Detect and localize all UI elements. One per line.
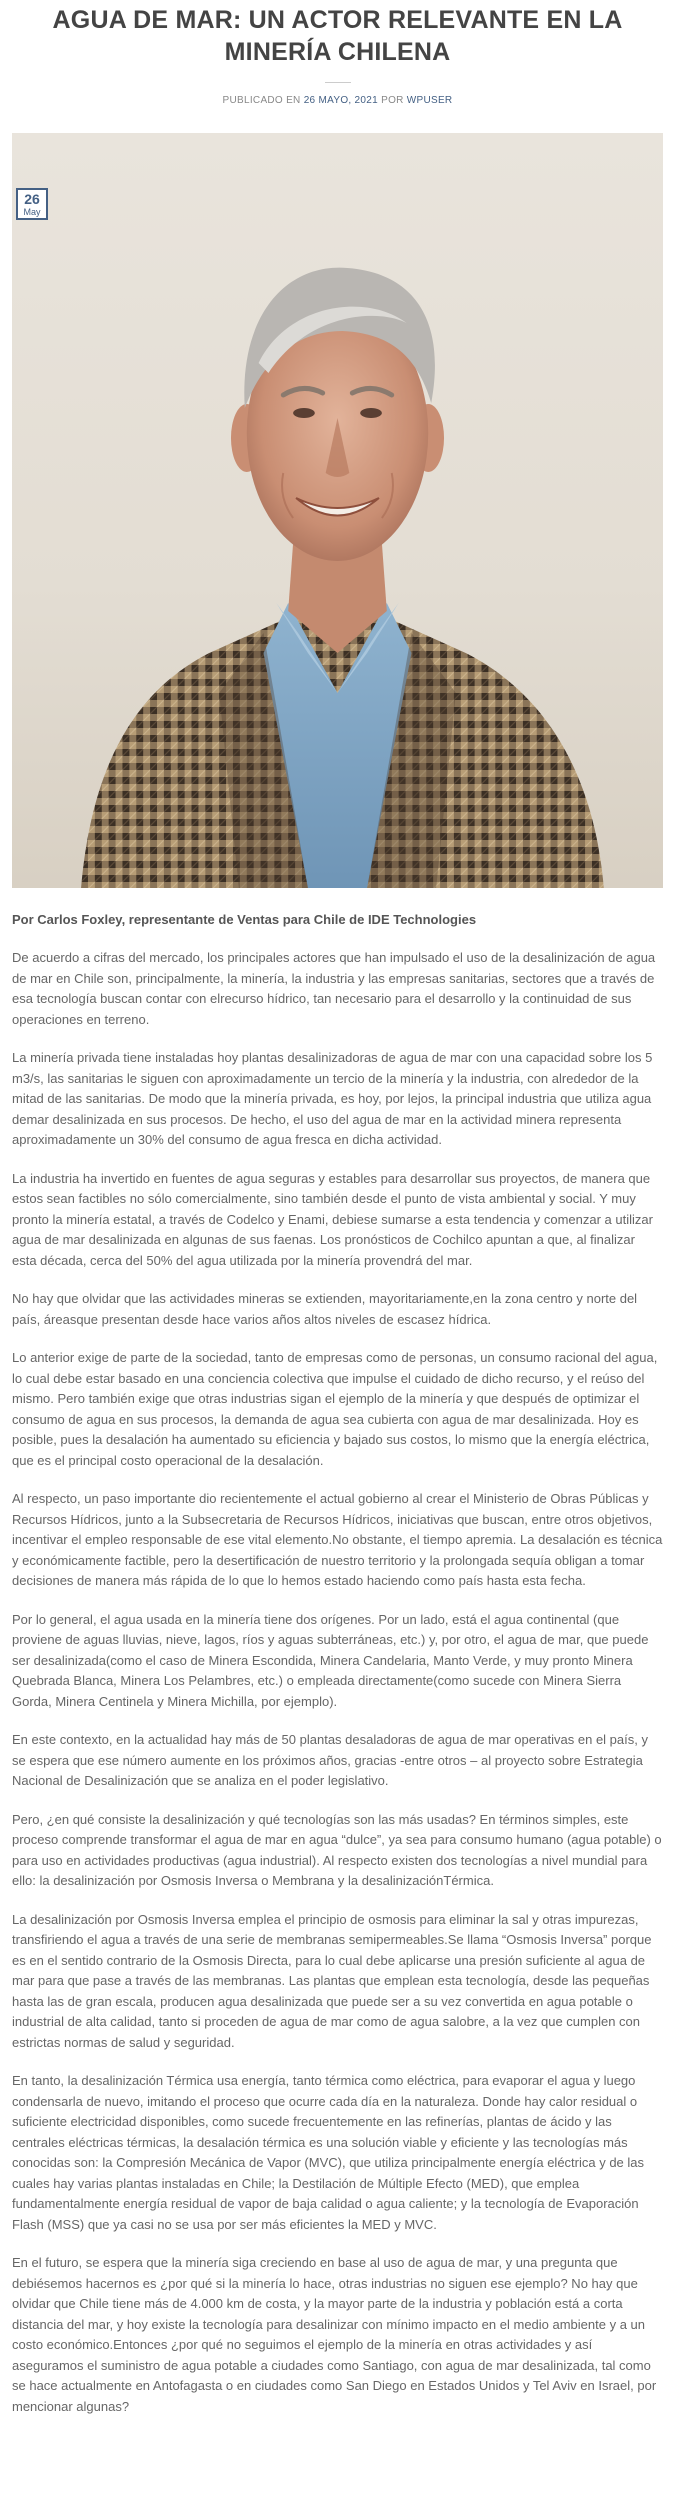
post-content: [12, 910, 663, 2417]
featured-image: [12, 133, 663, 888]
paragraph: En tanto, la desalinización Térmica usa energía, tanto térmica como eléctrica, para evaporar el agua y luego condensarla de nuevo, imitando el proceso que ocurre cada día en la naturaleza. Donde hay calor residual o suficiente electricidad disponibles, como sucede frecuentemente en las refinerías, plantas de ácido y las centrales eléctricas térmicas, la desalación térmica es una solución viable y eficiente y las tecnologías más conocidas son: la Compresión Mecánica de Vapor (MVC), que utiliza principalmente energía eléctrica y de las cuales hay varias plantas instaladas en Chile; la Destilación de Múltiple Efecto (MED), que emplea fundamentalmente energía residual de vapor de baja calidad o agua caliente; y la tecnología de Evaporación Flash (MSS) que ya casi no se usa por ser más eficientes la MED y MVC.: [12, 2073, 645, 2232]
blog-post: [10, 0, 665, 2417]
paragraph: Por lo general, el agua usada en la minería tiene dos orígenes. Por un lado, está el agua continental (que proviene de aguas lluvias, nieve, lagos, ríos y aguas subterráneas, etc.) y, por otro, el agua de mar, que puede ser desalinizada(como el caso de Minera Escondida, Minera Candelaria, Manto Verde, y muy pronto Minera Quebrada Blanca, Minera Los Pelambres, etc.) o empleada directamente(como sucede con Minera Sierra Gorda, Minera Centinela y Minera Michilla, por ejemplo).: [12, 1611, 649, 1709]
author-link[interactable]: WPUSER: [406, 95, 453, 106]
post-title: AGUA DE MAR: UN ACTOR RELEVANTE EN LA MINERÍA CHILENA: [52, 6, 623, 66]
author-byline: Por Carlos Foxley, representante de Ventas para Chile de IDE Technologies: [12, 912, 477, 927]
paragraph: Pero, ¿en qué consiste la desalinización y qué tecnologías son las más usadas? En términos simples, este proceso comprende transformar el agua de mar en agua “dulce”, ya sea para consumo humano (agua potable) o para uso en actividades productivas (agua industrial). Al respecto existen dos tecnologías a nivel mundial para ello: la desalinización por Osmosis Inversa o Membrana y la desalinizaciónTérmica.: [12, 1811, 662, 1888]
post-meta: [10, 95, 665, 115]
date-badge-month: May: [23, 207, 41, 217]
author-portrait: [12, 133, 663, 888]
paragraph: De acuerdo a cifras del mercado, los principales actores que han impulsado el uso de la desalinización de agua de mar en Chile son, principalmente, la minería, la industria y las empresas sanitarias, sectores que a través de esa tecnología buscan contar con elrecurso hídrico, tan necesario para el desarrollo y la continuidad de sus operaciones en terreno.: [12, 950, 656, 1027]
paragraph: En el futuro, se espera que la minería siga creciendo en base al uso de agua de mar, y una pregunta que debiésemos hacernos es ¿por qué si la minería lo hace, otras industrias no siguen ese ejemplo? No hay que olvidar que Chile tiene más de 4.000 km de costa, y la mayor parte de la industria y población está a corta distancia del mar, y hoy existe la tecnología para desalinizar con mínimo impacto en el medio ambiente y a un costo económico.Entonces ¿por qué no seguimos el ejemplo de la minería en otras actividades y así aseguramos el suministro de agua potable a ciudades como Santiago, con agua de mar desalinizada, tal como se hace actualmente en Antofagasta o en ciudades como San Diego en Estados Unidos y Tel Aviv en Israel, por mencionar algunas?: [12, 2255, 657, 2414]
date-badge: [16, 188, 48, 220]
date-badge-day: 26: [24, 191, 40, 207]
paragraph: La desalinización por Osmosis Inversa emplea el principio de osmosis para eliminar la sal y otras impurezas, transfiriendo el agua a través de una serie de membranas semipermeables.Se llama “Osmosis Inversa” porque es en el sentido contrario de la Osmosis Directa, para lo cual debe aplicarse una presión suficiente al agua de mar para que pase a través de las membranas. Las plantas que emplean esta tecnología, desde las pequeñas hasta las de gran escala, producen agua desalinizada que puede ser a su vez convertida en agua potable o industrial de alta calidad, tanto si proceden de agua de mar como de agua salobre, a la vez que cumplen con estrictas normas de salud y seguridad.: [12, 1911, 652, 2050]
paragraph: En este contexto, en la actualidad hay más de 50 plantas desaladoras de agua de mar operativas en el país, y se espera que ese número aumente en los próximos años, gracias -entre otros – al proyecto sobre Estrategia Nacional de Desalinización que se analiza en el poder legislativo.: [12, 1732, 648, 1788]
published-label: PUBLICADO EN: [222, 95, 301, 106]
paragraph: La industria ha invertido en fuentes de agua seguras y estables para desarrollar sus proyectos, de manera que estos sean factibles no sólo comercialmente, sino también desde el punto de vista ambiental y social. Y muy pronto la minería estatal, a través de Codelco y Enami, debiese sumarse a esta tendencia y comenzar a utilizar agua de mar desalinizada en algunas de sus faenas. Los pronósticos de Cochilco apuntan a que, al finalizar esta década, cerca del 50% del agua utilizada por la minería provendrá del mar.: [12, 1170, 653, 1268]
post-date-link[interactable]: 26 MAYO, 2021: [303, 95, 378, 106]
paragraph: Al respecto, un paso importante dio recientemente el actual gobierno al crear el Ministerio de Obras Públicas y Recursos Hídricos, junto a la Subsecretaria de Recursos Hídricos, iniciativas que buscan, entre otros objetivos, incentivar el empleo responsable de ese vital elemento.No obstante, el tiempo apremia. La desalación es técnica y económicamente factible, pero la desertificación de nuestro territorio y la prolongada sequía obligan a tomar decisiones de manera más rápida de lo que lo hemos estado haciendo como país hasta esta fecha.: [12, 1491, 663, 1588]
by-label: POR: [381, 95, 404, 106]
paragraph: La minería privada tiene instaladas hoy plantas desalinizadoras de agua de mar con una capacidad sobre los 5 m3/s, las sanitarias le siguen con aproximadamente un tercio de la minería y la industria, con alrededor de la mitad de las sanitarias. De modo que la minería privada, es hoy, por lejos, la principal industria que utiliza agua demar desalinizada en sus procesos. De hecho, el uso del agua de mar en la actividad minera representa aproximadamente un 30% del consumo de agua fresca en dicha actividad.: [12, 1050, 653, 1147]
paragraph: No hay que olvidar que las actividades mineras se extienden, mayoritariamente,en la zona centro y norte del país, áreasque presentan desde hace varios años altos niveles de escasez hídrica.: [12, 1291, 638, 1327]
paragraph: Lo anterior exige de parte de la sociedad, tanto de empresas como de personas, un consumo racional del agua, lo cual debe estar basado en una conciencia colectiva que impulse el cuidado de dicho recurso, y el reúso del mismo. Pero también exige que otras industrias sigan el ejemplo de la minería y que después de optimizar el consumo de agua en sus procesos, la demanda de agua sea cubierta con agua de mar desalinizada. Hoy es posible, pues la desalación ha aumentado su eficiencia y bajado sus costos, lo mismo que la energía eléctrica, que es el principal costo operacional de la desalación.: [12, 1350, 658, 1468]
title-divider: [325, 82, 351, 83]
